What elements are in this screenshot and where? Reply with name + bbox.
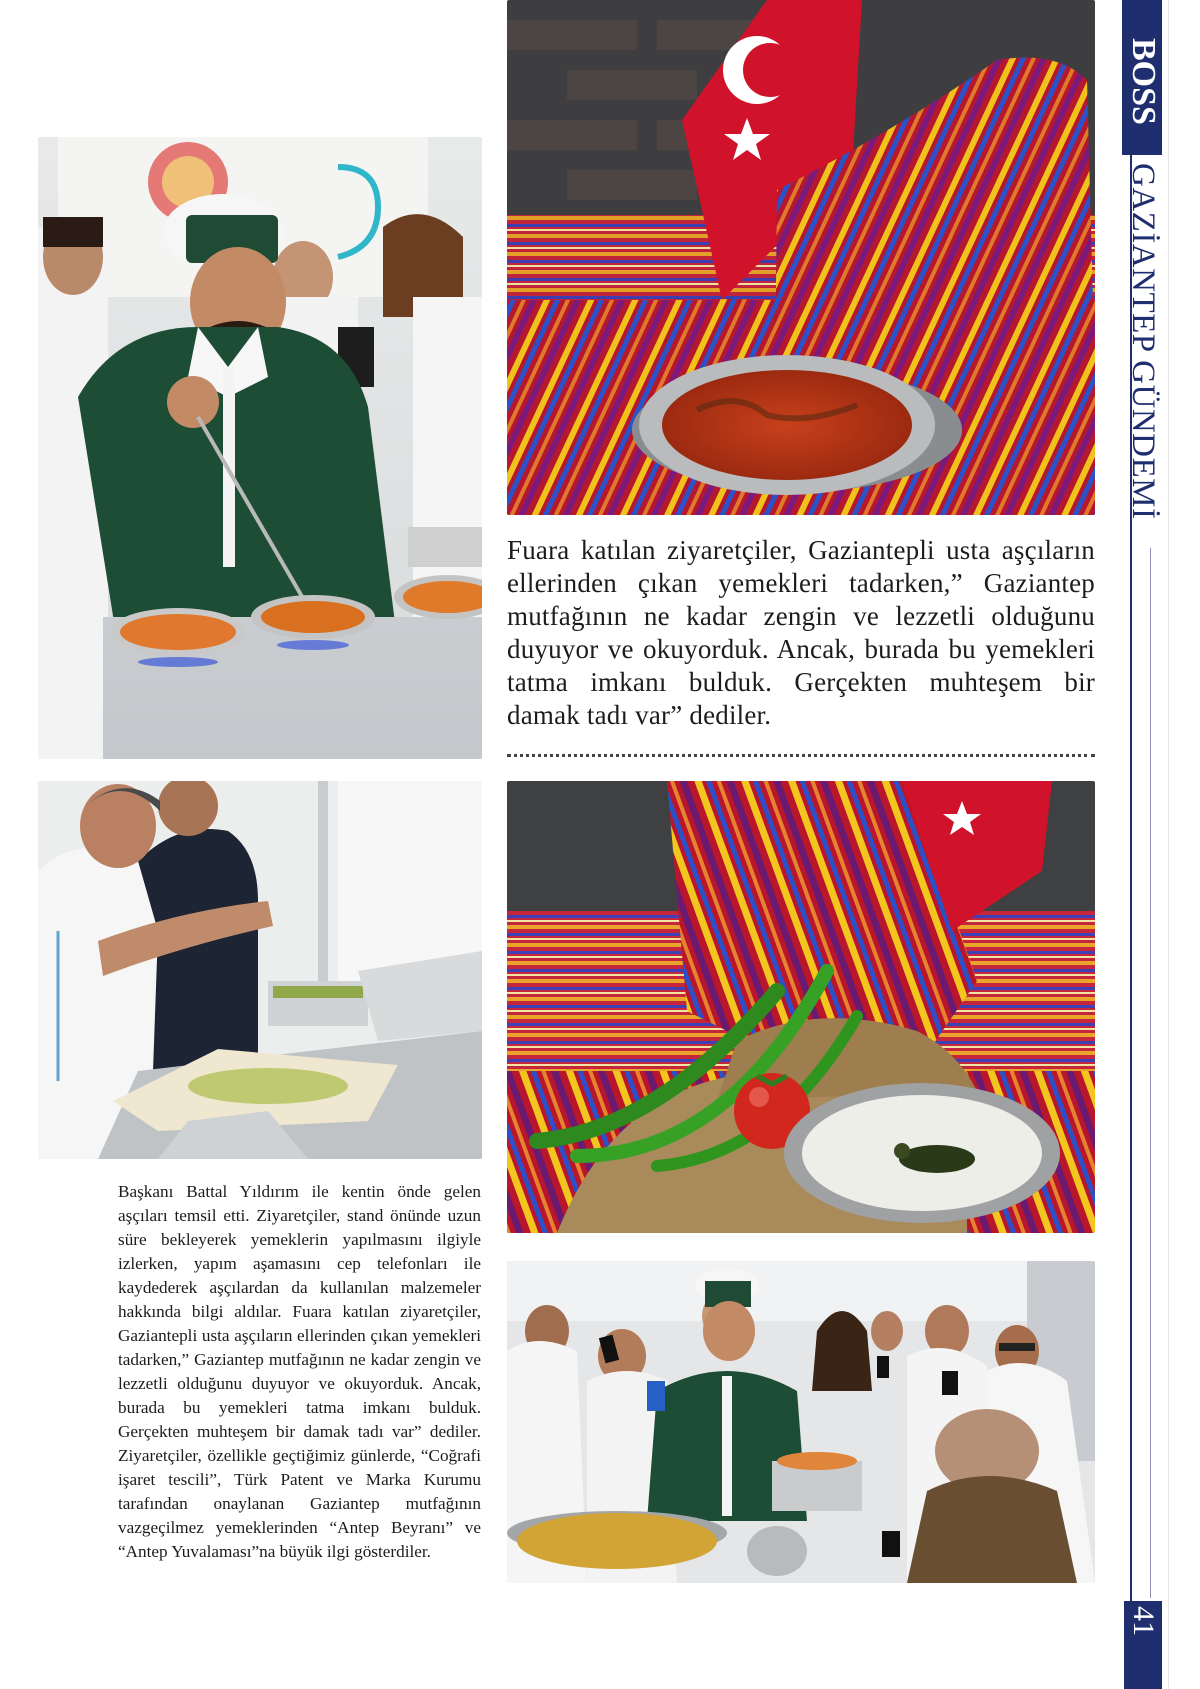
section-title: GAZİANTEP GÜNDEMİ [1125, 163, 1161, 520]
page-edge-line [1168, 0, 1169, 1689]
photo-yogurt-dish-peppers [507, 781, 1095, 1233]
photo-baklava-preparation [38, 781, 482, 1159]
sidebar-rule-thin [1150, 548, 1151, 1598]
dotted-divider [507, 754, 1095, 757]
brand-name: BOSS [1125, 38, 1162, 125]
article-body: Başkanı Battal Yıldırım ile kentin önde gelen aşçıları temsil etti. Ziyaretçiler, stand önünde uzun süre bekleyerek yemeklerin yapılmasını ilgiyle izlerken, yapım aşamasını cep telefonları ile kaydederek aşçılardan da kullanılan malzemeler hakkında bilgi aldılar. Fuara katılan ziyaretçiler, Gaziantepli usta aşçıların ellerinden çıkan yemekleri tadarken,” Gaziantep mutfağının ne kadar zengin ve lezzetli olduğunu duyuyor ve okuyorduk. Ancak, burada bu yemekleri tatma imkanı bulduk. Gerçekten muhteşem bir damak tadı var” dediler. Ziyaretçiler, özellikle geçtiğimiz günlerde, “Coğrafi işaret tescili”, Türk Patent ve Marka Kurumu tarafından onaylanan Gaziantep mutfağının vazgeçilmez yemeklerinden “Antep Beyranı” ve “Antep Yuvalaması”na büyük ilgi gösterdiler. [118, 1182, 481, 1561]
photo-soup-with-flag [507, 0, 1095, 515]
photo-chef-serving-soup [38, 137, 482, 759]
photo-crowd-filming-chef [507, 1261, 1095, 1583]
page-number: 41 [1127, 1606, 1160, 1636]
pull-quote: Fuara katılan ziyaretçiler, Gaziantepli usta aşçıların ellerinden çıkan yemekleri tadarken,” Gaziantep mutfağının ne kadar zengin ve lezzetli olduğunu duyuyor ve okuyorduk. Ancak, burada bu yemekleri tatma imkanı bulduk. Gerçekten muhteşem bir damak tadı var” dediler. [507, 535, 1095, 730]
